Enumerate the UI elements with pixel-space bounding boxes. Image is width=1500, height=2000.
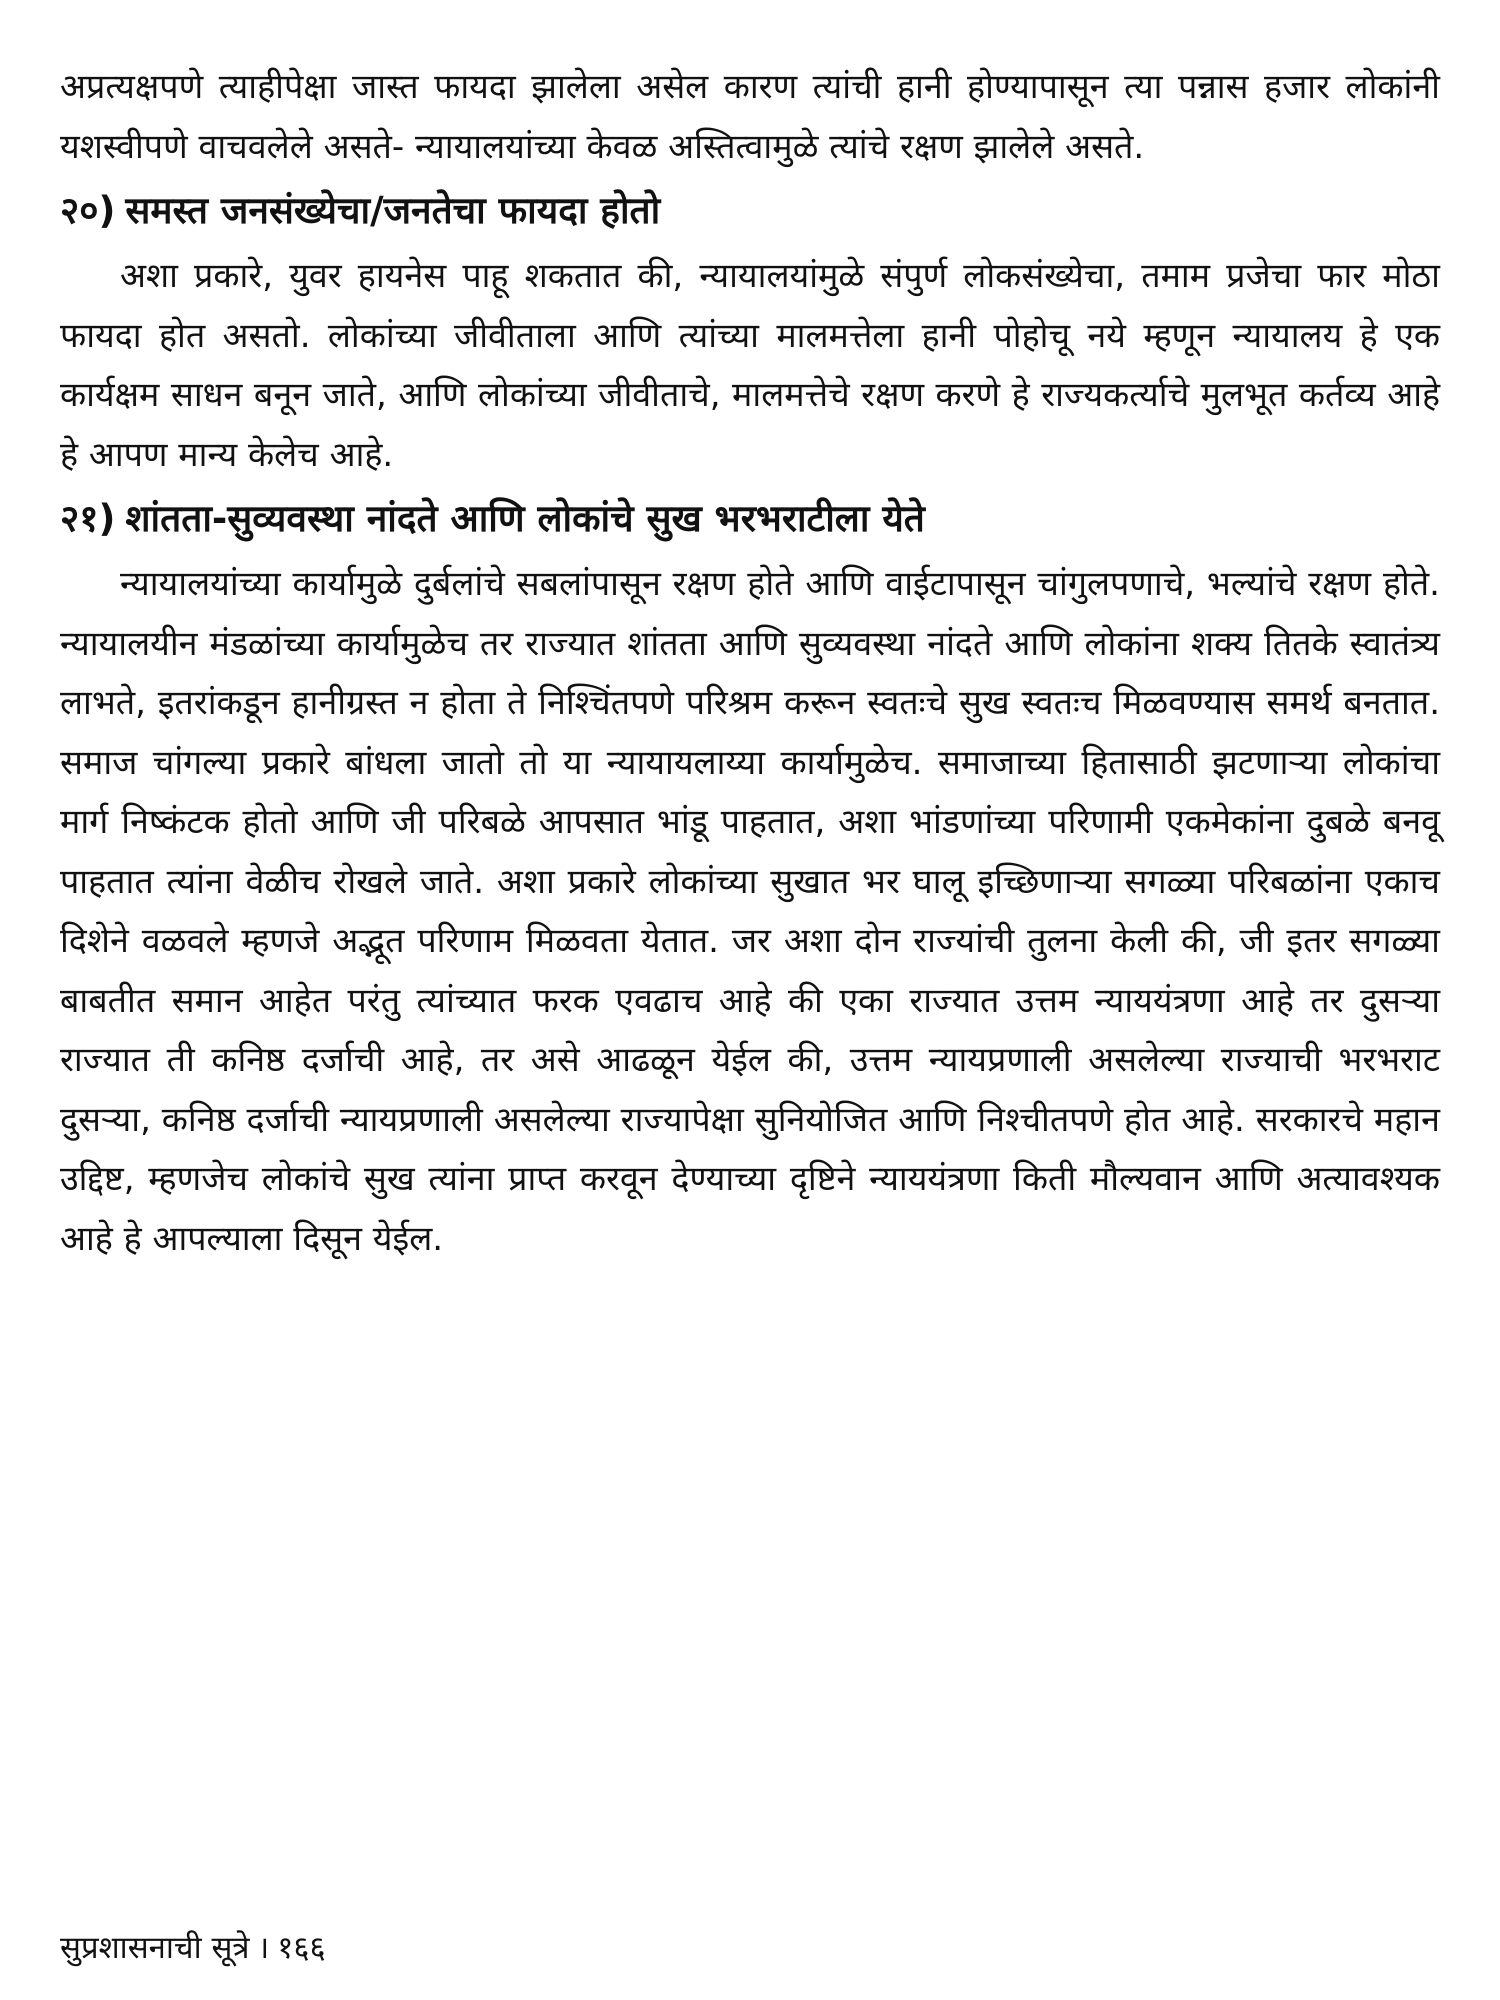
- section-21-title: शांतता-सुव्यवस्था नांदते आणि लोकांचे सुख भरभराटीला येते: [125, 497, 925, 540]
- section-21-number: २१): [60, 497, 116, 540]
- section-21-heading: [60, 489, 1440, 549]
- section-20-body: अशा प्रकारे, युवर हायनेस पाहू शकतात की, न्यायालयांमुळे संपुर्ण लोकसंख्येचा, तमाम प्रजेचा फार मोठा फायदा होत असतो. लोकांच्या जीवीताला आणि त्यांच्या मालमत्तेला हानी पोहोचू नये म्हणून न्यायालय हे एक कार्यक्षम साधन बनून जाते, आणि लोकांच्या जीवीताचे, मालमत्तेचे रक्षण करणे हे राज्यकर्त्याचे मुलभूत कर्तव्य आहे हे आपण मान्य केलेच आहे.: [60, 256, 1440, 475]
- section-20-heading: [60, 181, 1440, 241]
- section-20-title: समस्त जनसंख्येचा/जनतेचा फायदा होतो: [125, 189, 661, 232]
- footer-page-number: १६६: [277, 1930, 326, 1966]
- section-20-number: २०): [60, 189, 116, 232]
- page-footer: [60, 1928, 326, 1968]
- footer-separator: ।: [257, 1930, 270, 1966]
- footer-book-title: सुप्रशासनाची सूत्रे: [60, 1930, 250, 1966]
- intro-paragraph: अप्रत्यक्षपणे त्याहीपेक्षा जास्त फायदा झालेला असेल कारण त्यांची हानी होण्यापासून त्या पन्नास हजार लोकांनी यशस्वीपणे वाचवलेले असते- न्यायालयांच्या केवळ अस्तित्वामुळे त्यांचे रक्षण झालेले असते.: [60, 67, 1440, 167]
- section-21-body: न्यायालयांच्या कार्यामुळे दुर्बलांचे सबलांपासून रक्षण होते आणि वाईटापासून चांगुलपणाचे, भल्यांचे रक्षण होते. न्यायालयीन मंडळांच्या कार्यामुळेच तर राज्यात शांतता आणि सुव्यवस्था नांदते आणि लोकांना शक्य तितके स्वातंत्र्य लाभते, इतरांकडून हानीग्रस्त न होता ते निश्चिंतपणे परिश्रम करून स्वतःचे सुख स्वतःच मिळवण्यास समर्थ बनतात. समाज चांगल्या प्रकारे बांधला जातो तो या न्यायायलाय्या कार्यामुळेच. समाजाच्या हितासाठी झटणाऱ्या लोकांचा मार्ग निष्कंटक होतो आणि जी परिबळे आपसात भांडू पाहतात, अशा भांडणांच्या परिणामी एकमेकांना दुबळे बनवू पाहतात त्यांना वेळीच रोखले जाते. अशा प्रकारे लोकांच्या सुखात भर घालू इच्छिणाऱ्या सगळ्या परिबळांना एकाच दिशेने वळवले म्हणजे अद्भूत परिणाम मिळवता येतात. जर अशा दोन राज्यांची तुलना केली की, जी इतर सगळ्या बाबतीत समान आहेत परंतु त्यांच्यात फरक एवढाच आहे की एका राज्यात उत्तम न्याययंत्रणा आहे तर दुसऱ्या राज्यात ती कनिष्ठ दर्जाची आहे, तर असे आढळून येईल की, उत्तम न्यायप्रणाली असलेल्या राज्याची भरभराट दुसऱ्या, कनिष्ठ दर्जाची न्यायप्रणाली असलेल्या राज्यापेक्षा सुनियोजित आणि निश्चीतपणे होत आहे. सरकारचे महान उद्दिष्ट, म्हणजेच लोकांचे सुख त्यांना प्राप्त करवून देण्याच्या दृष्टिने न्याययंत्रणा किती मौल्यवान आणि अत्यावश्यक आहे हे आपल्याला दिसून येईल.: [60, 564, 1440, 1259]
- page-content: [60, 58, 1440, 1269]
